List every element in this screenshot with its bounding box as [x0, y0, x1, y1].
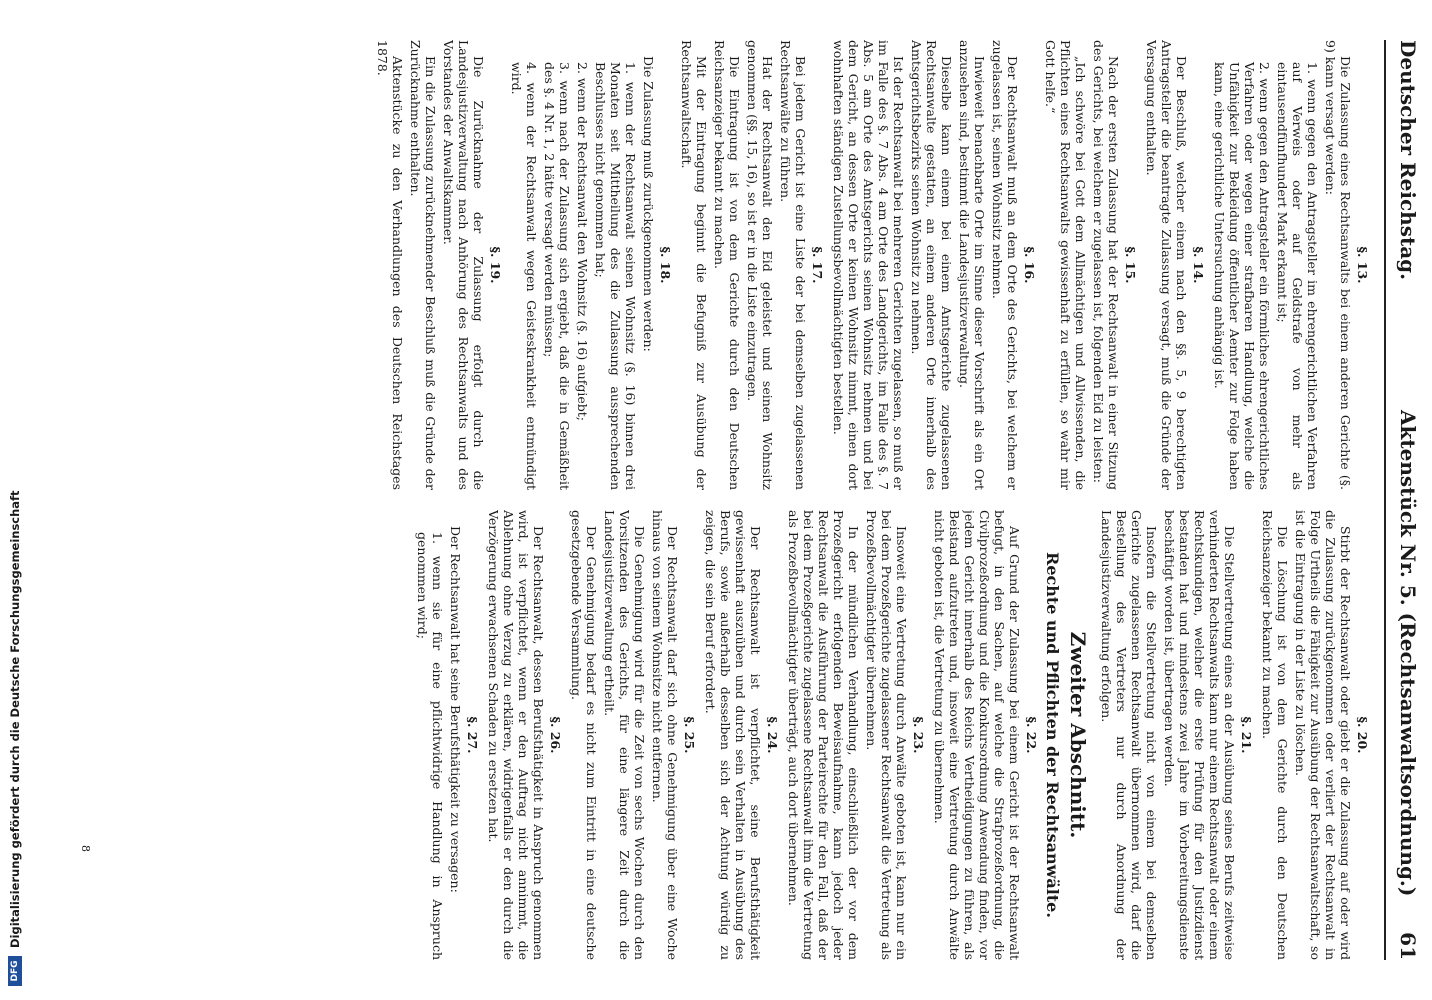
text-paragraph: Der Rechtsanwalt hat seine Berufsthätigkeit zu versagen:	[448, 526, 463, 893]
header-document-reference: Aktenstück Nr. 5. (Rechtsanwaltsordnung.)	[1396, 410, 1420, 897]
right-text-column	[96, 510, 1376, 960]
paragraph-number: §. 18.	[658, 246, 673, 284]
text-paragraph: Inwieweit benachbarte Orte im Sinne dieser Vorschrift als ein Ort anzusehen sind, bestimmt die Landesjustizverwaltung.	[957, 40, 987, 490]
enumerated-item: 1. wenn der Rechtsanwalt seinen Wohnsitz (§. 16) binnen drei Monaten seit Mittheilung des die Zulassung aussprechenden Beschlusses nicht genommen hat;	[593, 62, 638, 490]
section-title: Zweiter Abschnitt.	[1066, 631, 1090, 839]
page-header	[1390, 40, 1420, 960]
text-paragraph: Insofern die Stellvertretung nicht von einem bei demselben Gerichte zugelassenen Rechtsanwalt übernommen wird, darf die Bestellung des Vertreters nur durch Anordnung der Landesjustizverwaltung erfolgen.	[1099, 510, 1159, 960]
enumerated-item: 1. wenn gegen den Antragsteller im ehrengerichtlichen Verfahren auf Verweis oder auf Geldstrafe von mehr als eintausendfünfhundert Mark erkannt ist;	[1275, 62, 1320, 490]
paragraph-number: §. 26.	[548, 716, 563, 754]
text-paragraph: Ein die Zulassung zurücknehmender Beschluß muß die Gründe der Zurücknahme enthalten.	[408, 40, 438, 490]
enumerated-item: 3. wenn nach der Zulassung sich ergiebt, daß die in Gemäßheit des §. 4 Nr. 1, 2 hätte versagt werden müssen;	[542, 62, 572, 490]
text-paragraph: Hat der Rechtsanwalt den Eid geleistet und seinen Wohnsitz genommen (§§. 15, 16), so ist er in die Liste einzutragen.	[745, 40, 775, 490]
paragraph-number: §. 22.	[1024, 716, 1039, 754]
text-paragraph: Die Zulassung eines Rechtsanwalts bei einem anderen Gerichte (§. 9) kann versagt werden:	[1323, 40, 1353, 490]
paragraph-number: §. 19.	[488, 246, 503, 284]
text-paragraph: Die Zurücknahme der Zulassung erfolgt durch die Landesjustizverwaltung nach Anhörung des Rechtsanwalts und des Vorstandes der Anwaltskammer.	[441, 40, 486, 490]
section-heading: Rechte und Pflichten der Rechtsanwälte.	[1043, 552, 1062, 918]
text-paragraph: Die Genehmigung wird für die Zeit von sechs Wochen durch den Vorsitzenden des Gerichts, für eine längere Zeit durch die Landesjustizverwaltung ertheilt.	[602, 510, 647, 960]
text-paragraph: Nach der ersten Zulassung hat der Rechtsanwalt in einer Sitzung des Gerichts, bei welchem er zugelassen ist, folgenden Eid zu leisten:	[1091, 40, 1121, 490]
text-paragraph: Mit der Eintragung beginnt die Befugniß zur Ausübung der Rechtsanwaltschaft.	[679, 40, 709, 490]
paragraph-number: §. 20.	[1355, 716, 1370, 754]
text-paragraph: Bei jedem Gericht ist eine Liste der bei demselben zugelassenen Rechtsanwälte zu führen.	[778, 40, 808, 490]
text-paragraph: Die Stellvertretung eines an der Ausübung seines Berufs zeitweise verhinderten Rechtsanwalts kann nur einem Rechtsanwalt oder einem Rechtskundigen, welcher die erste Prüfung für den Justizdienst bestanden hat und mindestens zwei Jahre im Vorbereitungsdienste beschäftigt worden ist, übertragen werden.	[1162, 510, 1237, 960]
enumerated-item: 2. wenn gegen den Antragsteller ein förmliches ehrengerichtliches Verfahren oder wegen einer strafbaren Handlung, welche die Unfähigkeit zur Bekleidung öffentlicher Aemter zur Folge haben kann, eine gerichtliche Untersuchung anhängig ist.	[1212, 62, 1272, 490]
paragraph-number: §. 27.	[465, 716, 480, 754]
text-paragraph: Die Löschung ist von dem Gerichte durch den Deutschen Reichsanzeiger bekannt zu machen.	[1260, 510, 1290, 960]
footer-page-number: 8	[79, 845, 92, 852]
text-paragraph: Auf Grund der Zulassung bei einem Gericht ist der Rechtsanwalt befugt, in den Sachen, auf welche die Strafprozeßordnung, die Civilprozeßordnung und die Konkursordnung Anwendung finden, vor jedem Gericht innerhalb des Reichs Vertheidigungen zu führen, als Beistand aufzutreten und, insoweit eine Vertretung durch Anwälte nicht geboten ist, die Vertretung zu übernehmen.	[932, 510, 1022, 960]
paragraph-number: §. 13.	[1355, 246, 1370, 284]
header-title: Deutscher Reichstag.	[1396, 40, 1420, 281]
text-paragraph: In der mündlichen Verhandlung, einschließlich der vor dem Prozeßgericht erfolgenden Beweisaufnahme, kann jedoch jeder Rechtsanwalt die Ausführung der Parteirechte für den Fall, daß der bei dem Prozeßgerichte zugelassene Rechtsanwalt ihm die Vertretung als Prozeßbevollmächtigter überträgt, auch dort übernehmen.	[786, 510, 861, 960]
text-paragraph: „Ich schwöre bei Gott dem Allmächtigen und Allwissenden, die Pflichten eines Rechtsanwalts gewissenhaft zu erfüllen, so wahr mir Gott helfe.“	[1043, 40, 1088, 490]
text-paragraph: Ist der Rechtsanwalt bei mehreren Gerichten zugelassen, so muß er im Falle des §. 7 Abs. 4 am Orte des Landgerichts, im Falle des §. 7 Abs. 5 am Orte des Amtsgerichts seinen Wohnsitz nehmen und bei dem Gericht, an dessen Orte er keinen Wohnsitz nimmt, einen dort wohnhaften ständigen Zustellungsbevollmächtigten bestellen.	[831, 40, 906, 490]
enumerated-item: 4. wenn der Rechtsanwalt wegen Geisteskrankheit entmündigt wird.	[509, 62, 539, 490]
paragraph-number: §. 14.	[1191, 246, 1206, 284]
paragraph-number: §. 21.	[1239, 716, 1254, 754]
paragraph-number: §. 25.	[682, 716, 697, 754]
text-paragraph: Aktenstücke zu den Verhandlungen des Deutschen Reichstages 1878.	[375, 40, 405, 490]
header-page-number: 61	[1396, 932, 1420, 960]
text-paragraph: Der Rechtsanwalt darf sich ohne Genehmigung über eine Woche hinaus von seinem Wohnsitze nicht entfernen.	[650, 510, 680, 960]
paragraph-number: §. 15.	[1123, 246, 1138, 284]
text-paragraph: Der Rechtsanwalt ist verpflichtet, seine Berufsthätigkeit gewissenhaft auszuüben und durch sein Verhalten in Ausübung des Berufs, sowie außerhalb desselben sich der Achtung würdig zu zeigen, die sein Beruf erfordert.	[703, 510, 763, 960]
digitization-credit	[2, 0, 28, 1000]
enumerated-item: 2. wenn der Rechtsanwalt den Wohnsitz (§. 16) aufgiebt;	[575, 62, 590, 422]
text-paragraph: Der Genehmigung bedarf es nicht zum Eintritt in eine deutsche gesetzgebende Versammlung.	[569, 510, 599, 960]
header-rule	[1384, 40, 1386, 960]
paragraph-number: §. 23.	[911, 716, 926, 754]
text-paragraph: Der Rechtsanwalt, dessen Berufsthätigkeit in Anspruch genommen wird, ist verpflichtet, wenn er den Auftrag nicht annimmt, die Ablehnung ohne Verzug zu erklären, widrigenfalls er den durch die Verzögerung erwachsenen Schaden zu ersetzen hat.	[486, 510, 546, 960]
text-paragraph: Der Beschluß, welcher einem nach den §§. 5, 9 berechtigten Antragsteller die beantragte Zulassung versagt, muß die Gründe der Versagung enthalten.	[1144, 40, 1189, 490]
enumerated-item: 1. wenn sie für eine pflichtwidrige Handlung in Anspruch genommen wird;	[415, 532, 445, 960]
text-paragraph: Die Eintragung ist von dem Gerichte durch den Deutschen Reichsanzeiger bekannt zu machen.	[712, 40, 742, 490]
dfg-logo: DFG	[8, 956, 22, 986]
text-paragraph: Dieselbe kann einem bei einem Amtsgerichte zugelassenen Rechtsanwalte gestatten, an einem anderen Orte innerhalb des Amtsgerichtsbezirks seinen Wohnsitz zu nehmen.	[909, 40, 954, 490]
paragraph-number: §. 24.	[765, 716, 780, 754]
paragraph-number: §. 16.	[1022, 246, 1037, 284]
text-paragraph: Stirbt der Rechtsanwalt oder giebt er die Zulassung auf oder wird die Zulassung zurückgenommen oder verliert der Rechtsanwalt in Folge Urtheils die Fähigkeit zur Ausübung der Rechtsanwaltschaft, so ist die Eintragung in der Liste zu löschen.	[1293, 510, 1353, 960]
credit-text: Digitalisierung gefördert durch die Deutsche Forschungsgemeinschaft	[8, 490, 22, 948]
text-paragraph: Insoweit eine Vertretung durch Anwälte geboten ist, kann nur ein bei dem Prozeßgerichte zugelassener Rechtsanwalt die Vertretung als Prozeßbevollmächtigter übernehmen.	[864, 510, 909, 960]
text-paragraph: Der Rechtsanwalt muß an dem Orte des Gerichts, bei welchem er zugelassen ist, seinen Wohnsitz nehmen.	[990, 40, 1020, 490]
paragraph-number: §. 17.	[810, 246, 825, 284]
left-text-column	[96, 40, 1376, 490]
text-paragraph: Die Zulassung muß zurückgenommen werden:	[641, 56, 656, 352]
